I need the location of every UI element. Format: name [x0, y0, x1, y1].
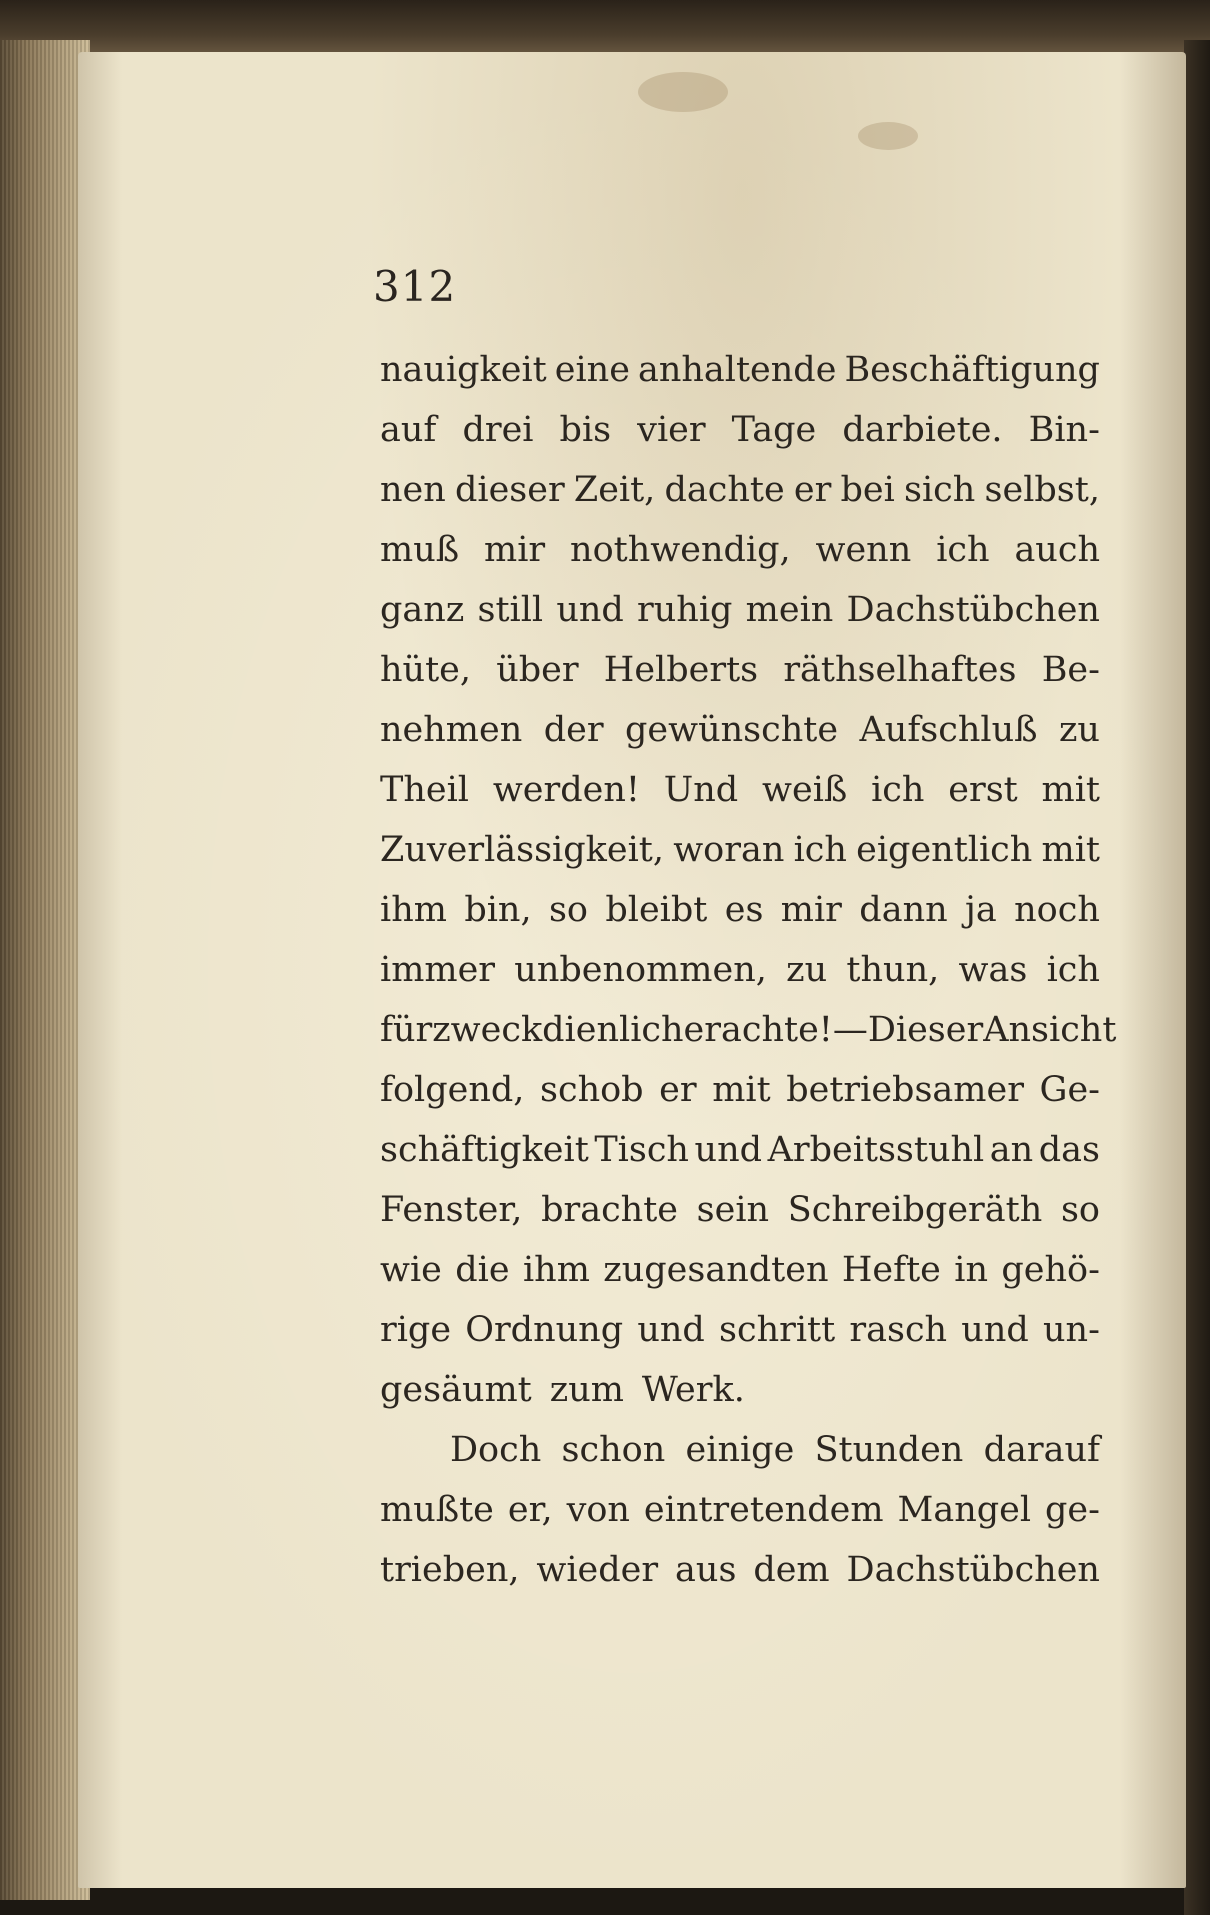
word: un- — [1043, 1310, 1100, 1350]
word: ich — [1046, 950, 1100, 990]
word: immer — [380, 950, 496, 990]
word: Fenster, — [380, 1190, 523, 1230]
word: muß — [380, 530, 460, 570]
word: er — [793, 470, 832, 510]
word: schob — [540, 1070, 644, 1110]
word: hüte, — [380, 650, 471, 690]
word: über — [496, 650, 579, 690]
word: zu — [1058, 710, 1100, 750]
word: Tisch — [594, 1130, 689, 1170]
text-line — [380, 1360, 1100, 1420]
word: werden! — [492, 770, 640, 810]
word: Ansicht — [983, 1010, 1117, 1050]
word: so — [1060, 1190, 1100, 1230]
word: bleibt — [605, 890, 708, 930]
text-line — [380, 640, 1100, 700]
word: und — [637, 1310, 705, 1350]
word: Schreibgeräth — [787, 1190, 1043, 1230]
word: an — [989, 1130, 1034, 1170]
word: Theil — [380, 770, 469, 810]
word: wie — [380, 1250, 442, 1290]
word: selbst, — [984, 470, 1100, 510]
word: so — [548, 890, 588, 930]
word: eigentlich — [856, 830, 1033, 870]
text-line — [380, 700, 1100, 760]
text-line — [380, 460, 1100, 520]
word: vier — [637, 410, 706, 450]
book-cover-top — [0, 0, 1210, 58]
word: mit — [1041, 770, 1100, 810]
word: was — [958, 950, 1028, 990]
word: Tage — [731, 410, 817, 450]
text-line — [380, 820, 1100, 880]
word: der — [543, 710, 604, 750]
word: sein — [696, 1190, 770, 1230]
word: Mangel — [897, 1490, 1032, 1530]
word: mir — [780, 890, 842, 930]
word: Beschäftigung — [844, 350, 1100, 390]
text-line — [380, 1480, 1100, 1540]
word: ihm — [522, 1250, 590, 1290]
word: ich — [793, 830, 847, 870]
word: mit — [1041, 830, 1100, 870]
word: schon — [561, 1430, 666, 1470]
word: Aufschluß — [859, 710, 1038, 750]
stain — [638, 72, 728, 112]
word: sich — [904, 470, 976, 510]
word: weiß — [762, 770, 848, 810]
word: rige — [380, 1310, 452, 1350]
word: für — [380, 1010, 433, 1050]
word: bei — [840, 470, 895, 510]
text-line — [380, 340, 1100, 400]
word: von — [566, 1490, 630, 1530]
word: gehö- — [1001, 1250, 1100, 1290]
text-line — [380, 1240, 1100, 1300]
page-stack-edge — [0, 40, 90, 1900]
word: nauigkeit — [380, 350, 547, 390]
word: erachte! — [683, 1010, 833, 1050]
text-line — [380, 1300, 1100, 1360]
word: bin, — [464, 890, 532, 930]
word: woran — [673, 830, 785, 870]
word: mit — [712, 1070, 771, 1110]
word: rasch — [849, 1310, 948, 1350]
text-line — [380, 1060, 1100, 1120]
word: darbiete. — [842, 410, 1003, 450]
word: ihm — [380, 890, 447, 930]
word: es — [724, 890, 764, 930]
word: ruhig — [637, 590, 733, 630]
word: Zeit, — [573, 470, 656, 510]
word: eine — [554, 350, 630, 390]
word: zugesandten — [603, 1250, 829, 1290]
word: folgend, — [380, 1070, 525, 1110]
text-line — [380, 1000, 1117, 1060]
text-line — [380, 400, 1100, 460]
text-line — [380, 580, 1100, 640]
text-line — [380, 1120, 1100, 1180]
text-line — [380, 880, 1100, 940]
word: Arbeitsstuhl — [767, 1130, 985, 1170]
word: gesäumt — [380, 1370, 532, 1410]
word: nothwendig, — [570, 530, 791, 570]
word: ganz — [380, 590, 465, 630]
word: auf — [380, 410, 437, 450]
word: wieder — [536, 1550, 659, 1590]
word: mein — [745, 590, 834, 630]
page-number: 312 — [373, 262, 457, 311]
word: thun, — [846, 950, 940, 990]
word: drei — [462, 410, 534, 450]
word: darauf — [983, 1430, 1100, 1470]
word: Stunden — [814, 1430, 964, 1470]
word: dieser — [454, 470, 565, 510]
word: räthselhaftes — [783, 650, 1017, 690]
word: wenn — [815, 530, 912, 570]
word: — — [832, 1010, 868, 1050]
word: gewünschte — [625, 710, 839, 750]
word: mußte — [380, 1490, 494, 1530]
word: nen — [380, 470, 446, 510]
word: Ge- — [1039, 1070, 1100, 1110]
word: die — [455, 1250, 510, 1290]
word: Dieser — [867, 1010, 984, 1050]
word: in — [954, 1250, 988, 1290]
word: er — [659, 1070, 697, 1110]
word: Doch — [450, 1430, 542, 1470]
word: Dachstübchen — [846, 1550, 1100, 1590]
word: aus — [675, 1550, 737, 1590]
word: erst — [948, 770, 1018, 810]
word: und — [694, 1130, 763, 1170]
word: Werk. — [641, 1370, 745, 1410]
word: Zuverlässigkeit, — [380, 830, 664, 870]
word: und — [556, 590, 624, 630]
word: still — [477, 590, 544, 630]
word: Be- — [1041, 650, 1100, 690]
word: zu — [786, 950, 828, 990]
word: unbenommen, — [514, 950, 767, 990]
word: mir — [484, 530, 546, 570]
word: schritt — [719, 1310, 836, 1350]
word: zweckdienlich — [432, 1010, 684, 1050]
word: dem — [753, 1550, 830, 1590]
text-line — [380, 760, 1100, 820]
word: betriebsamer — [786, 1070, 1024, 1110]
word: eintretendem — [643, 1490, 884, 1530]
word: noch — [1014, 890, 1100, 930]
word: Ordnung — [465, 1310, 624, 1350]
word: ich — [871, 770, 925, 810]
text-line — [380, 1180, 1100, 1240]
word: Dachstübchen — [846, 590, 1100, 630]
word: trieben, — [380, 1550, 520, 1590]
stain — [858, 122, 918, 150]
word: Hefte — [841, 1250, 941, 1290]
book-cover-right — [1184, 40, 1210, 1915]
word: bis — [559, 410, 612, 450]
word: schäftigkeit — [380, 1130, 589, 1170]
word: anhaltende — [637, 350, 837, 390]
word: Und — [663, 770, 739, 810]
word: ge- — [1045, 1490, 1100, 1530]
word: Helberts — [603, 650, 759, 690]
word: ja — [965, 890, 997, 930]
word: und — [961, 1310, 1029, 1350]
word: Bin- — [1028, 410, 1100, 450]
text-line — [380, 520, 1100, 580]
text-line — [380, 1420, 1100, 1480]
word: dachte — [664, 470, 785, 510]
text-line — [380, 1540, 1100, 1600]
body-text — [380, 340, 1117, 1600]
word: nehmen — [380, 710, 523, 750]
word: brachte — [541, 1190, 678, 1230]
word: zum — [549, 1370, 624, 1410]
text-line — [380, 940, 1100, 1000]
word: das — [1038, 1130, 1100, 1170]
word: einige — [685, 1430, 795, 1470]
word: er, — [507, 1490, 553, 1530]
word: dann — [859, 890, 948, 930]
word: auch — [1014, 530, 1100, 570]
word: ich — [936, 530, 990, 570]
